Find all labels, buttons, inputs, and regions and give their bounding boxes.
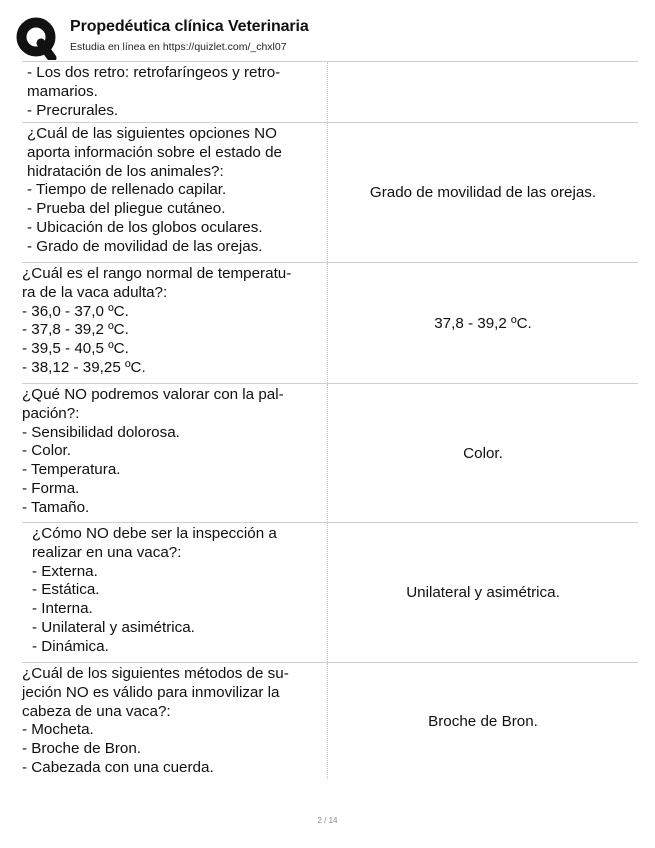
flashcard-row [22,123,638,263]
card-term-text: ¿Cuál es el rango normal de temperatu- ra de la vaca adulta?: - 36,0 - 37,0 ºC. - 37,8 - 39,2 ºC. - 39,5 - 40,5 ºC. - 38,12 - 39,25 ºC. [22,265,292,376]
flashcard-row [22,263,638,384]
document-subtitle: Estudia en línea en https://quizlet.com/_chxl07 [70,41,287,53]
flashcard-row [22,523,638,663]
card-definition-text: Unilateral y asimétrica. [406,584,560,601]
card-term-cell [22,263,328,383]
card-definition-text: Grado de movilidad de las orejas. [369,184,597,201]
card-term-cell [22,384,328,522]
flashcard-row [22,384,638,523]
card-definition-cell [328,523,638,662]
card-term-cell [22,523,328,662]
card-definition-cell [328,123,638,262]
card-term-cell [22,62,328,122]
card-definition-cell [328,263,638,383]
card-term-text: ¿Cuál de las siguientes opciones NO aporta información sobre el estado de hidratación de los animales?: - Tiempo de rellenado capilar. - Prueba del pliegue cutáneo. - Ubicación de los globos oculares. - Grado de movilidad de las orejas. [27,125,282,255]
flashcard-row [22,663,638,779]
card-term-text: - Los dos retro: retrofaríngeos y retro- mamarios. - Precrurales. [27,64,281,119]
card-definition-cell [328,62,638,122]
card-term-text: ¿Cuál de los siguientes métodos de su- jeción NO es válido para inmovilizar la cabeza de una vaca?: - Mocheta. - Broche de Bron. - Cabezada con una cuerda. [22,665,289,776]
card-definition-text: Broche de Bron. [428,712,538,730]
card-term-cell [22,663,328,779]
card-definition-cell [328,663,638,779]
page-number: 2 / 14 [317,816,338,825]
document-title: Propedéutica clínica Veterinaria [70,18,309,35]
document-header [16,14,636,60]
card-term-text: ¿Cómo NO debe ser la inspección a realizar en una vaca?: - Externa. - Estática. - Interna. - Unilateral y asimétrica. - Dinámica. [32,525,277,655]
card-term-text: ¿Qué NO podremos valorar con la pal- pación?: - Sensibilidad dolorosa. - Color. - Temperatura. - Forma. - Tamaño. [22,386,284,516]
flashcard-row [22,62,638,123]
card-definition-cell [328,384,638,522]
quizlet-logo-icon [16,16,58,60]
card-definition-text: Color. [463,444,503,462]
card-term-cell [22,123,328,262]
card-definition-text: 37,8 - 39,2 ºC. [434,314,532,332]
